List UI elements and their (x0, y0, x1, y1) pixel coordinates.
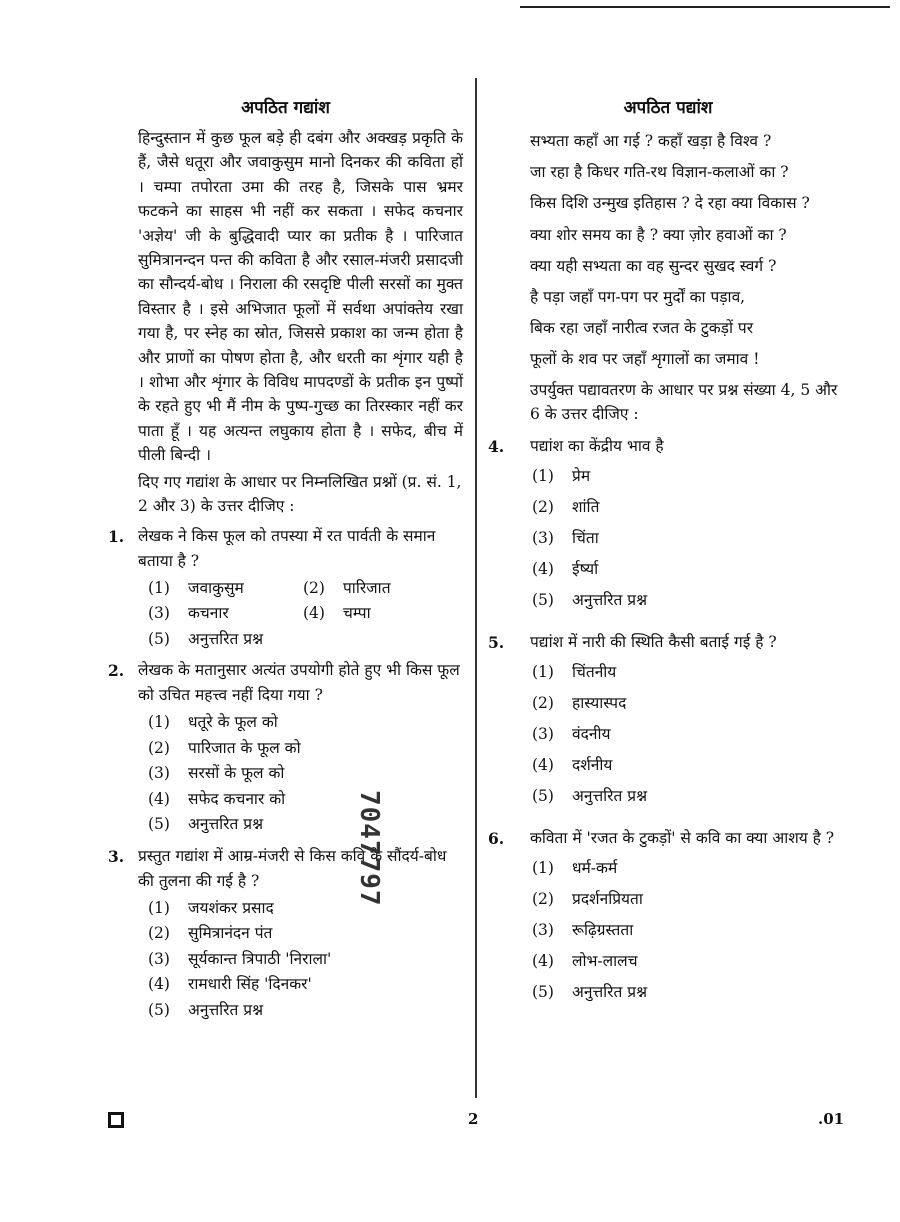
question-4 (488, 434, 848, 616)
prose-heading: अपठित गद्यांश (241, 98, 330, 118)
option[interactable]: (5) अनुत्तरित प्रश्न (148, 629, 264, 648)
poem-line: बिक रहा जहाँ नारीत्व रजत के टुकड़ों पर (530, 319, 754, 338)
page-number: 2 (468, 1110, 479, 1128)
poem (488, 126, 848, 376)
option[interactable]: (1) धतूरे के फूल को (148, 713, 278, 732)
poem-line: सभ्यता कहाँ आ गई ? कहाँ खड़ा है विश्व ? (530, 132, 772, 150)
option[interactable]: (2) सुमित्रानंदन पंत (148, 924, 273, 943)
question-number: 4. (488, 436, 505, 456)
option[interactable]: (3) सूर्यकान्त त्रिपाठी 'निराला' (148, 949, 332, 968)
question-number: 2. (108, 661, 125, 681)
option[interactable]: (5) अनुत्तरित प्रश्न (532, 786, 648, 805)
option[interactable]: (4) चम्पा (303, 604, 371, 623)
question-6 (488, 826, 848, 1008)
question-text: लेखक के मतानुसार अत्यंत उपयोगी होते हुए भी किस फूल को उचित महत्त्व नहीं दिया गया ? (138, 661, 460, 705)
serial-stamp: 7047797 (354, 790, 384, 907)
question-text: पद्यांश में नारी की स्थिति कैसी बताई गई है ? (530, 632, 777, 651)
question-text: प्रस्तुत गद्यांश में आम्र-मंजरी से किस कवि के सौंदर्य-बोध की तुलना की गई है ? (138, 846, 447, 890)
option[interactable]: (1) जयशंकर प्रसाद (148, 898, 274, 917)
option[interactable]: (1) चिंतनीय (532, 662, 617, 681)
option[interactable]: (1) धर्म-कर्म (532, 858, 618, 877)
poem-line: जा रहा है किधर गति-रथ विज्ञान-कलाओं का ? (530, 163, 789, 182)
poem-line: क्या शोर समय का है ? क्या ज़ोर हवाओं का ? (530, 225, 787, 244)
option[interactable]: (4) दर्शनीय (532, 755, 613, 774)
poem-line: किस दिशि उन्मुख इतिहास ? दे रहा क्या विकास ? (530, 194, 810, 213)
option[interactable]: (4) ईर्ष्या (532, 559, 599, 578)
question-number: 6. (488, 828, 505, 848)
option[interactable]: (1) प्रेम (532, 466, 591, 485)
option[interactable]: (5) अनुत्तरित प्रश्न (148, 815, 264, 834)
options (148, 896, 463, 1024)
column-divider (475, 78, 477, 1098)
option[interactable]: (3) चिंता (532, 528, 599, 547)
option[interactable]: (3) सरसों के फूल को (148, 764, 285, 783)
option[interactable]: (5) अनुत्तरित प्रश्न (532, 590, 648, 609)
right-column (488, 96, 848, 1008)
option[interactable]: (2) प्रदर्शनप्रियता (532, 889, 643, 908)
question-number: 3. (108, 846, 125, 866)
poem-line: क्या यही सभ्यता का वह सुन्दर सुखद स्वर्ग ? (530, 256, 777, 275)
question-5 (488, 630, 848, 812)
question-text: कविता में 'रजत के टुकड़ों' से कवि का क्या आशय है ? (530, 828, 835, 847)
options (532, 657, 848, 812)
prose-instruction: दिए गए गद्यांश के आधार पर निम्नलिखित प्रश्नों (प्र. सं. 1, 2 और 3) के उत्तर दीजिए : (138, 472, 462, 515)
poem-line: फूलों के शव पर जहाँ शृगालों का जमाव ! (530, 350, 760, 369)
option[interactable]: (2) पारिजात (303, 578, 391, 597)
question-text: लेखक ने किस फूल को तपस्या में रत पार्वती के समान बताया है ? (138, 526, 436, 570)
question-text: पद्यांश का केंद्रीय भाव है (530, 436, 664, 455)
option[interactable]: (3) वंदनीय (532, 724, 611, 743)
option[interactable]: (4) सफेद कचनार को (148, 789, 286, 808)
option[interactable]: (2) हास्यास्पद (532, 693, 627, 712)
prose-passage: हिन्दुस्तान में कुछ फूल बड़े ही दबंग और अक्खड़ प्रकृति के हैं, जैसे धतूरा और जवाकुसुम मानो दिनकर की कविता हों । चम्पा तपोरता उमा की तरह है, जिसके पास भ्रमर फटकने का साहस भी नहीं कर सकता । सफेद कचनार 'अज्ञेय' जी के बुद्धिवादी प्यार का प्रतीक है । पारिजात सुमित्रानन्दन पन्त की कविता है और रसाल-मंजरी प्रसादजी का सौन्दर्य-बोध । निराला की रसदृष्टि पीली सरसों का मुक्त विस्तार है । इसे अभिजात फूलों में सर्वथा अपांक्तेय रखा गया है, पर स्नेह का स्रोत, जिससे प्रकाश का जन्म होता है और प्राणों का पोषण होता है, और धरती का शृंगार यही है । शोभा और शृंगार के विविध मापदण्डों के प्रतीक इन पुष्पों के रहते हुए भी मैं नीम के पुष्प-गुच्छ का तिरस्कार नहीं कर पाता हूँ । यह अत्यन्त लघुकाय होता है । सफेद, बीच में पीली बिन्दी । (138, 129, 463, 465)
question-number: 1. (108, 526, 125, 546)
option[interactable]: (5) अनुत्तरित प्रश्न (148, 1000, 264, 1019)
option[interactable]: (1) जवाकुसुम (148, 578, 244, 597)
options (148, 710, 463, 838)
question-1 (108, 524, 463, 653)
question-2 (108, 658, 463, 838)
options (532, 853, 848, 1008)
option[interactable]: (5) अनुत्तरित प्रश्न (532, 982, 648, 1001)
options (148, 576, 463, 653)
option[interactable]: (3) कचनार (148, 604, 229, 623)
question-number: 5. (488, 632, 505, 652)
page-code: .01 (818, 1110, 845, 1128)
option[interactable]: (3) रूढ़िग्रस्तता (532, 920, 634, 939)
option[interactable]: (4) रामधारी सिंह 'दिनकर' (148, 975, 312, 994)
square-marker-icon (108, 1112, 124, 1128)
option[interactable]: (2) शांति (532, 497, 600, 516)
poem-instruction: उपर्युक्त पद्यावतरण के आधार पर प्रश्न संख्या 4, 5 और 6 के उत्तर दीजिए : (530, 380, 838, 423)
option[interactable]: (4) लोभ-लालच (532, 951, 638, 970)
poem-heading: अपठित पद्यांश (623, 98, 713, 118)
top-rule (520, 6, 890, 8)
left-column (108, 96, 463, 1023)
poem-line: है पड़ा जहाँ पग-पग पर मुर्दों का पड़ाव, (530, 288, 746, 307)
option[interactable]: (2) पारिजात के फूल को (148, 738, 301, 757)
options (532, 461, 848, 616)
question-3 (108, 844, 463, 1024)
